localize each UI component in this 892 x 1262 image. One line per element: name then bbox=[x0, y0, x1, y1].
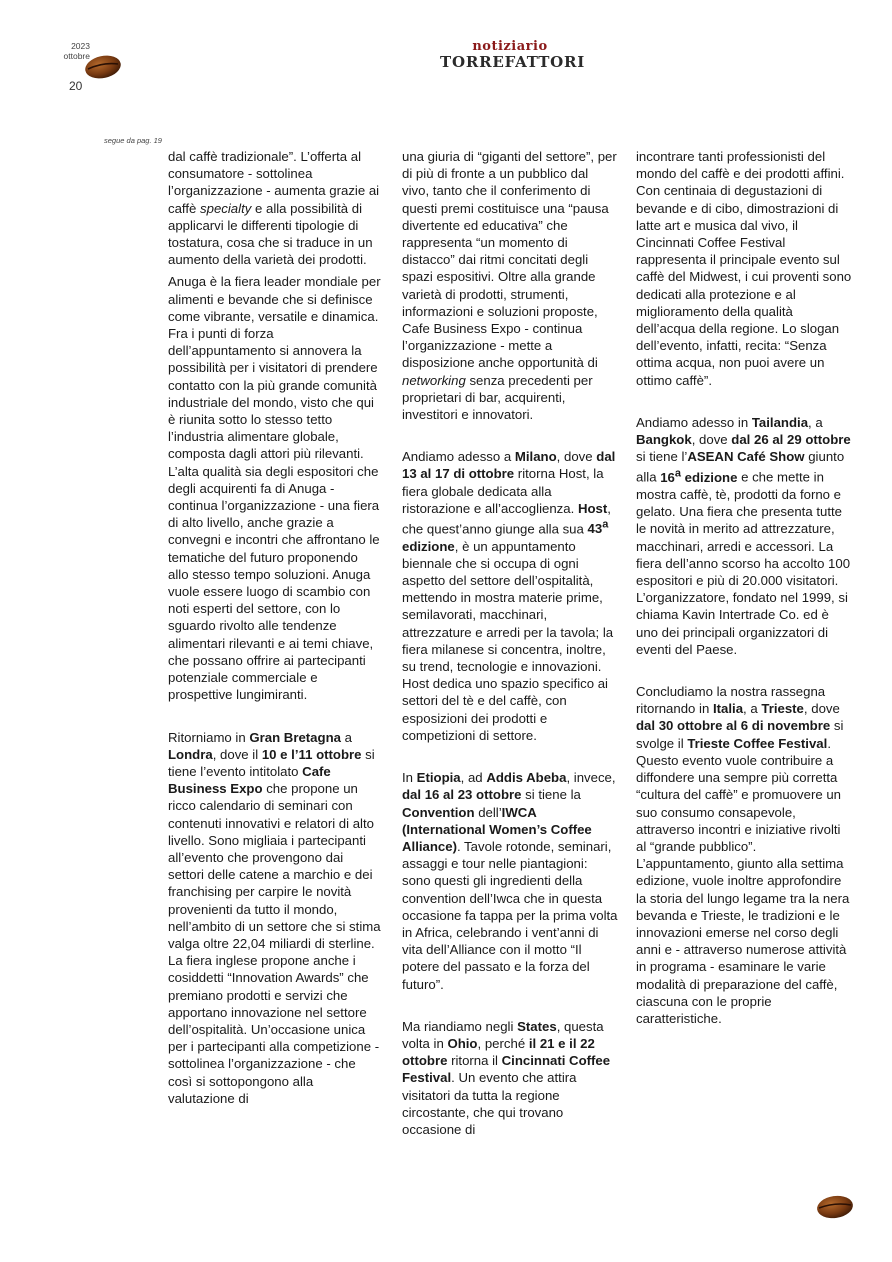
issue-year: 2023 bbox=[71, 41, 90, 51]
paragraph: dal caffè tradizionale”. L’offerta al consumatore - sottolinea l’organizzazione - aumenta grazie ai caffè specialty e alla possibilità di applicarvi le differenti tipologie di tostatura, cosa che si traduce in un aumento della varietà dei prodotti. bbox=[168, 149, 380, 268]
masthead-logo bbox=[440, 39, 586, 71]
paragraph: In Etiopia, ad Addis Abeba, invece, dal 16 al 23 ottobre si tiene la Convention dell’IWCA (International Women’s Coffee Alliance). Tavole rotonde, seminari, assaggi e tour nelle piantagioni: sono questi gli ingredienti della convention dell’Iwca che in questa occasione fa tappa per la prima volta in Africa, celebrando i vent’anni di vita dell’Alliance con il motto “Il potere del passato e la forza del futuro”. bbox=[402, 770, 618, 992]
paragraph: una giuria di “giganti del settore”, per di più di fronte a un pubblico dal vivo, tanto che il conferimento di questi premi costituisce una “pausa divertente ed educativa” che rappresenta “un momento di distacco” dai ritmi concitati degli spazi espositivi. Oltre alla grande varietà di prodotti, strumenti, informazioni e soluzioni proposte, Cafe Business Expo - continua l’organizzazione - mette a disposizione anche opportunità di networking senza precedenti per proprietari di bar, acquirenti, investitori e innovatori. bbox=[402, 149, 617, 423]
paragraph: Ma riandiamo negli States, questa volta in Ohio, perché il 21 e il 22 ottobre ritorna il Cincinnati Coffee Festival. Un evento che attira visitatori da tutta la regione circostante, che qui trovano occasione di bbox=[402, 1018, 611, 1137]
article-column-1 bbox=[168, 148, 382, 1107]
article-column-3 bbox=[636, 148, 854, 1027]
page-number: 20 bbox=[69, 79, 83, 93]
paragraph: Andiamo adesso a Milano, dove dal 13 al 17 di ottobre ritorna Host, la fiera globale dedicata alla ristorazione e all’accoglienza. Host, che quest’anno giunge alla sua 43$^a$ edizione, è un appuntamento biennale che si occupa di ogni aspetto del settore dell’ospitalità, mettendo in mostra materie prime, semilavorati, macchinari, attrezzature e arredi per la tavola; la fiera milanese si concentra, inoltre, su trend, tecnologie e innovazioni. Host dedica uno spazio specifico ai settori del tè e del caffè, con esposizioni dei prodotti e competizioni di settore. bbox=[402, 449, 616, 743]
masthead-subtitle: notiziario bbox=[472, 39, 548, 54]
paragraph: incontrare tanti professionisti del mondo del caffè e dei prodotti affini. Con centinaia di degustazioni di bevande e di cibo, dimostrazioni di latte art e musica dal vivo, il Cincinnati Coffee Festival rappresenta il principale evento sul caffè del Midwest, i cui proventi sono dedicati alla protezione e al miglioramento della qualità dell’acqua della regione. Lo slogan dell’evento, infatti, recita: “Senza ottima acqua, non puoi avere un ottimo caffè”. bbox=[636, 149, 852, 388]
masthead-title: TORREFATTORI bbox=[440, 53, 586, 71]
paragraph: Anuga è la fiera leader mondiale per alimenti e bevande che si definisce come vibrante, versatile e dinamica. Fra i punti di forza dell’appuntamento si annovera la possibilità per i visitatori di prendere contatto con la più grande comunità industriale del mondo, visto che qui è riunita sotto lo stesso tetto l’industria alimentare globale, composta dagli attori più rilevanti. L’alta qualità sia degli espositori che degli acquirenti fa di Anuga - continua l’organizzazione - una fiera di alto livello, anche grazie a convegni e incontri che affrontano le tematiche del futuro proponendo allo stesso tempo soluzioni. Anuga vuole essere luogo di scambio con noti esperti del settore, con lo sguardo rivolto alle tendenze alimentari rilevanti e ai temi chiave, che possano offrire ai partecipanti potenziale commerciale e prospettive lungimiranti. bbox=[168, 274, 381, 703]
continued-from-note: segue da pag. 19 bbox=[104, 136, 162, 145]
issue-month: ottobre bbox=[63, 51, 90, 61]
article-column-2 bbox=[402, 148, 618, 1138]
coffee-bean-icon bbox=[815, 1193, 855, 1221]
paragraph: Andiamo adesso in Tailandia, a Bangkok, dove dal 26 al 29 ottobre si tiene l’ASEAN Café Show giunto alla 16$^a$ edizione e che mette in mostra caffè, tè, prodotti da forno e gelato. Una fiera che presenta tutte le novità in merito ad attrezzature, macchinari, arredi e accessori. La fiera dell’anno scorso ha accolto 100 espositori e più di 20.000 visitatori. L’organizzatore, fondato nel 1999, si chiama Kavin Intertrade Co. ed è uno dei principali organizzatori di eventi del Paese. bbox=[636, 414, 851, 657]
coffee-bean-icon bbox=[83, 52, 123, 80]
paragraph: Ritorniamo in Gran Bretagna a Londra, dove il 10 e l’11 ottobre si tiene l’evento intitolato Cafe Business Expo che propone un ricco calendario di seminari con contenuti innovativi e relatori di alto livello. Sono migliaia i partecipanti all’evento che provengono dai settori delle catene a marchio e dei franchising per carpire le novità provenienti da tutto il mondo, nell’ambito di un settore che si stima valga oltre 22,04 miliardi di sterline. La fiera inglese propone anche i cosiddetti “Innovation Awards” che premiano prodotti e servizi che apportano innovazione nel settore dell’ospitalità. Un’occasione unica per i partecipanti alla competizione - sottolinea l’organizzazione - che così si sottopongono alla valutazione di bbox=[168, 729, 381, 1106]
paragraph: Concludiamo la nostra rassegna ritornando in Italia, a Trieste, dove dal 30 ottobre al 6 di novembre si svolge il Trieste Coffee Festival. Questo evento vuole contribuire a diffondere una sempre più corretta “cultura del caffè” e promuovere un suo consumo consapevole, attraverso incontri e iniziative rivolti al “grande pubblico”. L’appuntamento, giunto alla settima edizione, vuole inoltre approfondire la storia del lungo legame tra la nera bevanda e Trieste, le tradizioni e le innovazioni emerse nel corso degli anni e - attraverso numerose attività in programa - esaminare le varie modalità di preparazione del caffè, ciascuna con le proprie caratteristiche. bbox=[636, 684, 850, 1026]
